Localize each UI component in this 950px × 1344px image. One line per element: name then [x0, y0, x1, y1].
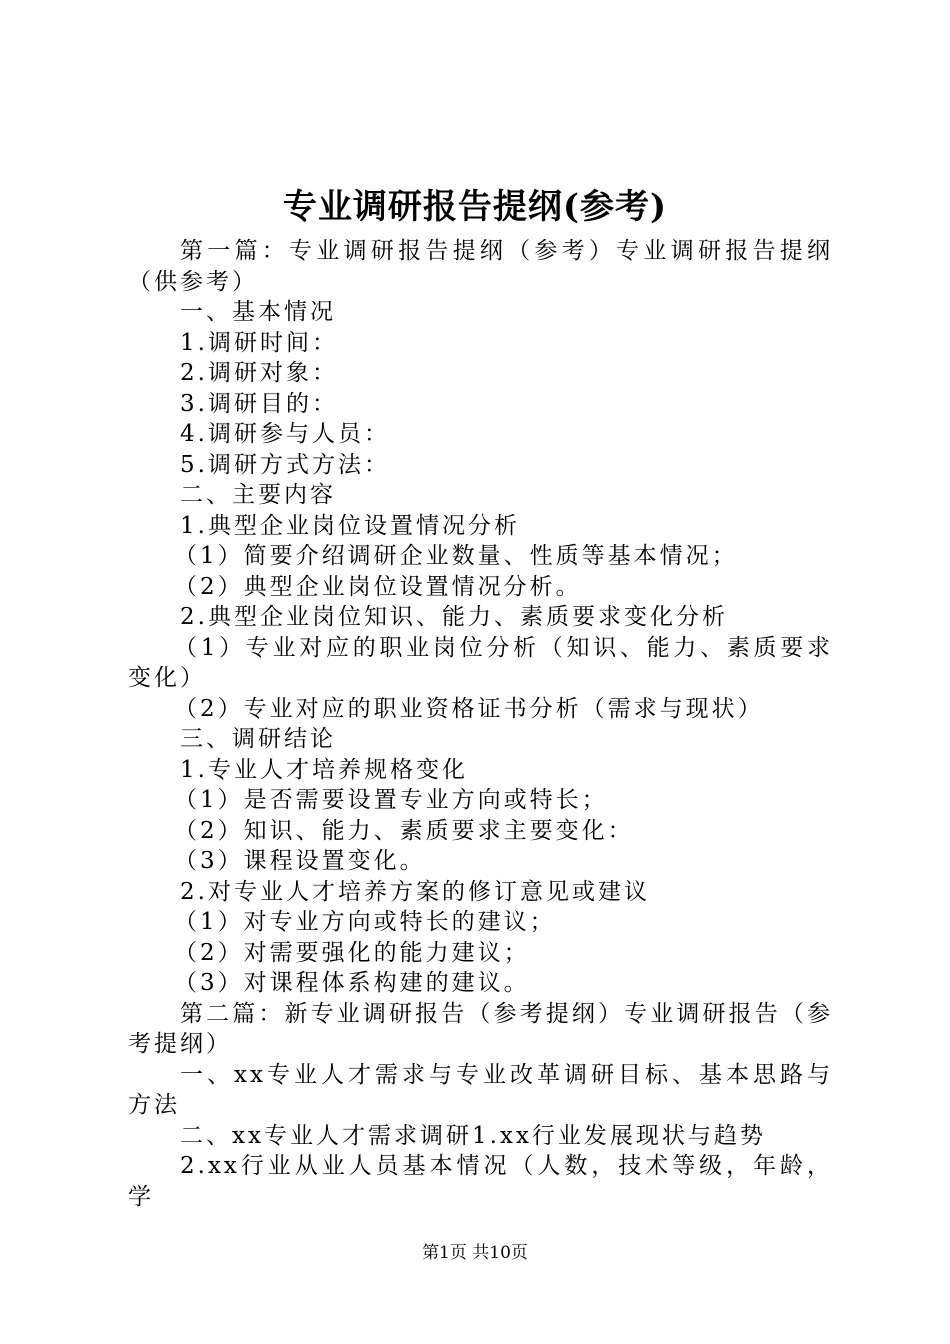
body-paragraph: （2）专业对应的职业资格证书分析（需求与现状） [174, 695, 764, 722]
body-paragraph: 2.对专业人才培养方案的修订意见或建议 [180, 878, 650, 905]
body-paragraph: 二、xx专业人才需求调研1.xx行业发展现状与趋势 [180, 1122, 766, 1149]
body-paragraph: （1）简要介绍调研企业数量、性质等基本情况； [174, 543, 738, 569]
body-paragraph: 1.专业人才培养规格变化 [180, 756, 468, 783]
document-body [128, 236, 833, 1212]
body-paragraph: 第一篇：专业调研报告提纲（参考）专业调研报告提纲（供参考） [128, 238, 833, 295]
body-paragraph: （2）知识、能力、素质要求主要变化： [174, 817, 634, 844]
body-paragraph: 第二篇：新专业调研报告（参考提纲）专业调研报告（参考提纲） [128, 1000, 833, 1057]
body-paragraph: （1）专业对应的职业岗位分析（知识、能力、素质要求变化） [128, 634, 833, 691]
body-paragraph: 一、xx专业人才需求与专业改革调研目标、基本思路与方法 [128, 1061, 833, 1118]
body-paragraph: （3）对课程体系构建的建议。 [174, 970, 530, 996]
page-footer: 第1页 共10页 [422, 1243, 528, 1263]
body-paragraph: （2）典型企业岗位设置情况分析。 [174, 573, 582, 600]
body-paragraph: 5.调研方式方法： [180, 451, 390, 478]
body-paragraph: 三、调研结论 [180, 726, 336, 752]
body-paragraph: （1）是否需要设置专业方向或特长； [174, 787, 608, 813]
body-paragraph: （2）对需要强化的能力建议； [174, 939, 530, 966]
body-paragraph: 1.典型企业岗位设置情况分析 [180, 512, 520, 539]
body-paragraph: （3）课程设置变化。 [174, 848, 426, 874]
body-paragraph: 2.xx行业从业人员基本情况（人数，技术等级，年龄，学 [128, 1153, 833, 1210]
body-paragraph: 一、基本情况 [180, 299, 336, 325]
body-paragraph: 二、主要内容 [180, 482, 336, 508]
body-paragraph: 2.调研对象： [180, 360, 338, 386]
body-paragraph: 2.典型企业岗位知识、能力、素质要求变化分析 [180, 604, 728, 630]
body-paragraph: 3.调研目的： [180, 390, 338, 417]
body-paragraph: 1.调研时间： [180, 329, 338, 356]
document-title: 专业调研报告提纲(参考) [282, 187, 668, 227]
body-paragraph: （1）对专业方向或特长的建议； [174, 909, 556, 935]
body-paragraph: 4.调研参与人员： [180, 421, 390, 447]
